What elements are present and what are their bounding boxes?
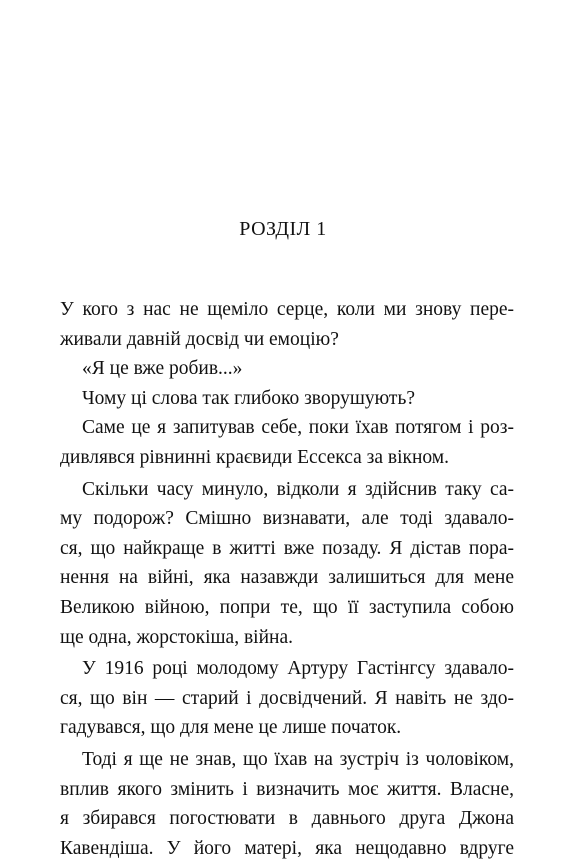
text-line: ще одна, жорстокіша, війна.	[60, 626, 293, 648]
text-line: нення на війні, яка назавжди залишиться для мене	[60, 567, 514, 589]
text-line: дивлявся рівнинні краєвиди Ессекса за вікном.	[60, 446, 450, 468]
text-line: «Я це вже робив...»	[82, 358, 243, 380]
text-line: я збирався погостювати в давнього друга Джона	[60, 808, 514, 830]
chapter-title: РОЗДІЛ 1	[239, 218, 327, 240]
chapter-body	[60, 295, 514, 863]
text-line: Великою війною, попри те, що її заступила собою	[60, 596, 514, 618]
text-line: Тоді я ще не знав, що їхав на зустріч із чоловіком,	[82, 748, 514, 770]
text-line: Саме це я запитував себе, поки їхав потягом і роз-	[82, 417, 514, 439]
text-line: му подорож? Смішно визнавати, але тоді здавало-	[60, 508, 514, 530]
text-line: живали давній досвід чи емоцію?	[60, 328, 339, 350]
text-line: ся, що найкраще в житті вже позаду. Я дістав пора-	[60, 537, 514, 559]
text-line: У 1916 році молодому Артуру Гастінгсу здавало-	[82, 658, 514, 680]
text-line: Скільки часу минуло, відколи я здійснив таку са-	[82, 478, 514, 500]
text-line: Кавендіша. У його матері, яка нещодавно вдруге	[60, 837, 514, 859]
text-line: ся, що він — старий і досвідчений. Я навіть не здо-	[60, 687, 514, 709]
text-line: вплив якого змінить і визначить моє життя. Власне,	[60, 778, 514, 800]
text-line: гадувався, що для мене це лише початок.	[60, 717, 402, 739]
text-line: Чому ці слова так глибоко зворушують?	[82, 387, 415, 409]
text-line: У кого з нас не щеміло серце, коли ми знову пере-	[60, 299, 514, 320]
